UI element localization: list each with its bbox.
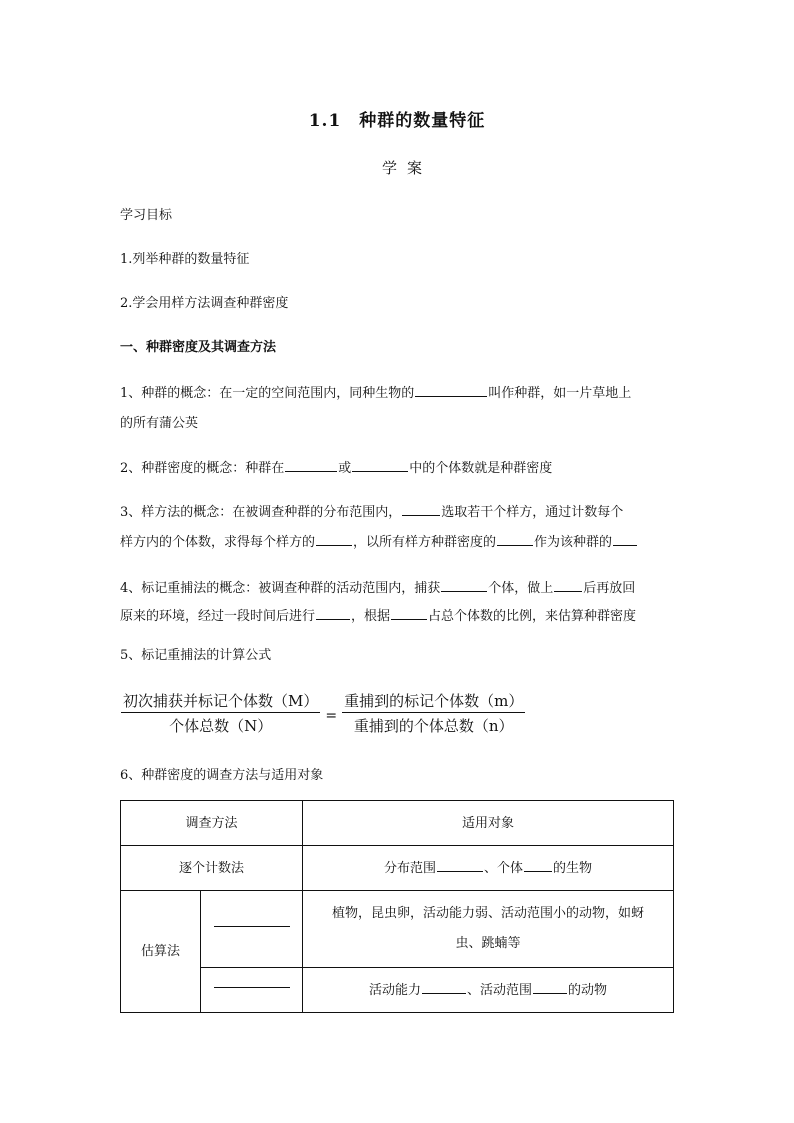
q5-text: 5、标记重捕法的计算公式	[120, 648, 272, 663]
formula-right-denominator: 重捕到的个体总数（n）	[342, 712, 525, 736]
q3-line1	[120, 501, 623, 520]
methods-table	[120, 800, 674, 1013]
section-heading: 一、种群密度及其调查方法	[120, 340, 277, 355]
row3-blank-1[interactable]	[422, 980, 466, 994]
q4-text-a: 4、标记重捕法的概念：被调查种群的活动范围内，捕获	[120, 581, 441, 596]
object-quadrat-line1: 植物，昆虫卵，活动能力弱、活动范围小的动物，如蚜	[332, 906, 645, 921]
q4-line2	[120, 605, 636, 624]
header-object: 适用对象	[303, 801, 674, 846]
row1-blank-2[interactable]	[524, 858, 552, 872]
row3-blank-2[interactable]	[533, 980, 567, 994]
q4-blank-1[interactable]	[441, 578, 487, 592]
page-subtitle: 学案	[381, 159, 432, 177]
header-method: 调查方法	[121, 801, 303, 846]
object-quadrat-line2: 虫、跳蝻等	[455, 936, 521, 951]
objectives-heading: 学习目标	[120, 208, 173, 223]
q4-text-d: 原来的环境，经过一段时间后进行	[120, 609, 316, 624]
table-header-row	[121, 801, 674, 846]
method-count: 逐个计数法	[121, 846, 303, 891]
object-count	[303, 846, 674, 891]
object-mark-text-c: 的动物	[568, 982, 608, 998]
formula-left-fraction	[121, 690, 320, 736]
table-row	[121, 891, 674, 968]
formula-left-numerator: 初次捕获并标记个体数（M）	[123, 692, 319, 710]
objective-item-2: 2.学会用样方法调查种群密度	[120, 296, 289, 311]
row1-blank-1[interactable]	[437, 858, 483, 872]
estimate-method-blank-1[interactable]	[201, 891, 303, 968]
formula-right-numerator: 重捕到的标记个体数（m）	[344, 692, 524, 710]
q6-text: 6、种群密度的调查方法与适用对象	[120, 768, 324, 783]
page-title: 1.1 种群的数量特征	[308, 111, 486, 131]
q2-blank-1[interactable]	[285, 458, 337, 472]
q4-line1	[120, 577, 635, 596]
q3-text-e: 作为该种群的	[534, 535, 613, 550]
q4-text-c: 后再放回	[583, 581, 636, 596]
table-row	[121, 968, 674, 1013]
q4-text-f: 占总个体数的比例，来估算种群密度	[428, 609, 637, 624]
table-row	[121, 846, 674, 891]
object-mark-text-a: 活动能力	[368, 982, 421, 998]
q1-text-a: 1、种群的概念：在一定的空间范围内，同种生物的	[120, 386, 415, 401]
q3-blank-4[interactable]	[613, 532, 637, 546]
q1-line1	[120, 382, 631, 401]
q3-text-a: 3、样方法的概念：在被调查种群的分布范围内，	[120, 505, 402, 520]
method-estimate: 估算法	[121, 891, 201, 1013]
q1-blank[interactable]	[415, 383, 487, 397]
q3-text-d: ，以所有样方种群密度的	[353, 535, 497, 550]
q1-text-b: 叫作种群，如一片草地上	[488, 386, 632, 401]
q2-text-b: 或	[338, 461, 352, 476]
q3-blank-2[interactable]	[316, 532, 352, 546]
capture-recapture-formula	[121, 690, 525, 736]
objective-item-1: 1.列举种群的数量特征	[120, 252, 250, 267]
formula-right-fraction	[342, 690, 525, 736]
object-count-text-b: 、个体	[484, 860, 524, 876]
q3-line2	[120, 531, 638, 550]
q2-text-a: 2、种群密度的概念：种群在	[120, 461, 285, 476]
object-count-text-a: 分布范围	[383, 860, 436, 876]
object-quadrat	[303, 891, 674, 968]
q4-blank-4[interactable]	[391, 606, 427, 620]
object-count-text-c: 的生物	[553, 860, 593, 876]
q4-blank-3[interactable]	[316, 606, 350, 620]
q1-line2: 的所有蒲公英	[120, 416, 199, 431]
q4-blank-2[interactable]	[554, 578, 582, 592]
estimate-method-blank-2[interactable]	[201, 968, 303, 1013]
q3-blank-1[interactable]	[402, 502, 440, 516]
q2-text-c: 中的个体数就是种群密度	[409, 461, 553, 476]
object-mark-text-b: 、活动范围	[467, 982, 533, 998]
formula-equals: =	[325, 708, 338, 724]
q3-text-b: 选取若干个样方，通过计数每个	[441, 505, 624, 520]
q2-blank-2[interactable]	[352, 458, 408, 472]
q2-line	[120, 457, 552, 476]
q4-text-e: ，根据	[351, 609, 391, 624]
object-mark-recapture	[303, 968, 674, 1013]
q4-text-b: 个体，做上	[488, 581, 554, 596]
q3-blank-3[interactable]	[497, 532, 533, 546]
formula-left-denominator: 个体总数（N）	[121, 712, 320, 736]
q3-text-c: 样方内的个体数，求得每个样方的	[120, 535, 316, 550]
